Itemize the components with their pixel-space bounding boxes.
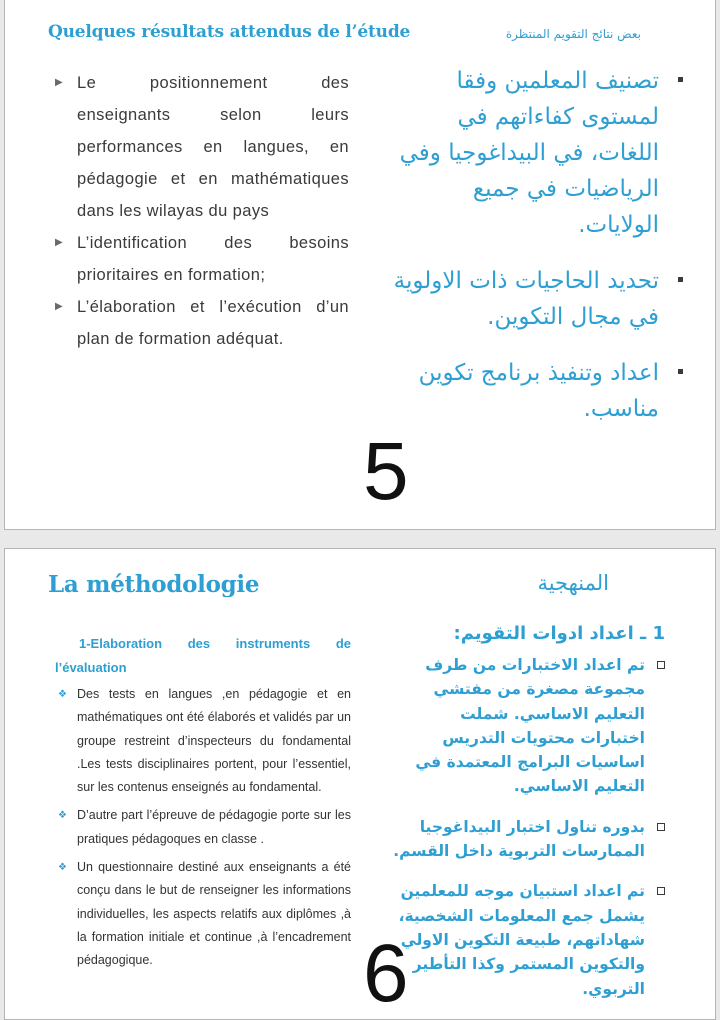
list-item — [51, 227, 349, 291]
slide-5 — [4, 0, 716, 530]
list-item-text: تم اعداد استبيان موجه للمعلمين يشمل جمع المعلومات الشخصية، شهاداتهم، طبيعة التكوين الاولي والتكوين المستمر وكذا التأطير التربوي. — [398, 882, 645, 998]
list-item — [391, 879, 667, 1000]
list-item — [391, 653, 667, 799]
checkbox-bullet-icon — [657, 887, 665, 895]
list-item — [385, 63, 685, 243]
slide-6 — [4, 548, 716, 1020]
list-item-text: L’identification des besoins prioritaires en formation; — [77, 234, 349, 284]
square-bullet-icon — [678, 369, 683, 374]
french-bullet-list — [55, 683, 351, 978]
page-number: 6 — [363, 928, 409, 1019]
list-item — [55, 804, 351, 851]
triangle-bullet-icon: ▶ — [55, 301, 64, 312]
list-item — [385, 355, 685, 427]
list-item-text: بدوره تناول اختبار البيداغوجيا الممارسات التربوية داخل القسم. — [393, 817, 645, 861]
slide-title-fr: Quelques résultats attendus de l’étude — [48, 22, 411, 42]
list-item-text: Un questionnaire destiné aux enseignants a été conçu dans le but de renseigner les informations individuelles, les aspects relatifs aux diplômes ,à la formation initiale et continue ,à l’encadrement pédagogique. — [77, 860, 351, 968]
list-item — [385, 263, 685, 335]
list-item-text: Le positionnement des enseignants selon leurs performances en langues, en pédagogie et en mathématiques dans les wilayas du pays — [77, 74, 349, 220]
french-bullet-list — [51, 67, 349, 355]
section-heading-ar: 1 ـ اعداد ادوات التقويم: — [453, 623, 665, 644]
list-item — [391, 815, 667, 864]
list-item-text: L’élaboration et l’exécution d’un plan de formation adéquat. — [77, 298, 349, 348]
list-item-text: اعداد وتنفيذ برنامج تكوين مناسب. — [418, 360, 659, 422]
square-bullet-icon — [678, 277, 683, 282]
arabic-bullet-list — [391, 653, 667, 1017]
page-number: 5 — [363, 426, 409, 517]
list-item-text: D’autre part l’épreuve de pédagogie porte sur les pratiques pédagoques en classe . — [77, 808, 351, 846]
diamond-bullet-icon: ❖ — [58, 862, 67, 874]
list-item-text: تحديد الحاجيات ذات الاولوية في مجال التكوين. — [393, 268, 659, 330]
slide-title-fr: La méthodologie — [48, 571, 260, 598]
list-item-text: تصنيف المعلمين وفقا لمستوى كفاءاتهم في اللغات، في البيداغوجيا وفي الرياضيات في جميع الولايات. — [399, 68, 659, 238]
list-item — [55, 683, 351, 799]
list-item-text: Des tests en langues ,en pédagogie et en mathématiques ont été élaborés et validés par un groupe restreint d’inspecteurs du fondamental .Les tests disciplinaires portent, pour l’essentiel, sur les contenus enseignés au fondamental. — [77, 687, 351, 795]
checkbox-bullet-icon — [657, 661, 665, 669]
square-bullet-icon — [678, 77, 683, 82]
checkbox-bullet-icon — [657, 823, 665, 831]
list-item — [51, 291, 349, 355]
list-item — [51, 67, 349, 227]
arabic-bullet-list — [385, 63, 685, 447]
diamond-bullet-icon: ❖ — [58, 810, 67, 822]
triangle-bullet-icon: ▶ — [55, 237, 64, 248]
diamond-bullet-icon: ❖ — [58, 689, 67, 700]
section-heading-fr: 1-Elaboration des instruments de l’évaluation — [55, 636, 351, 675]
slide-title-ar: بعض نتائج التقويم المنتظرة — [505, 27, 641, 41]
triangle-bullet-icon: ▶ — [55, 77, 64, 88]
slide-title-ar: المنهجية — [537, 571, 609, 595]
list-item — [55, 856, 351, 972]
list-item-text: تم اعداد الاختبارات من طرف مجموعة مصغرة من مفتشي التعليم الاساسي. شملت اختبارات محتويات التدريس اساسيات البرامج المعتمدة في التعليم الاساسي. — [415, 656, 645, 796]
